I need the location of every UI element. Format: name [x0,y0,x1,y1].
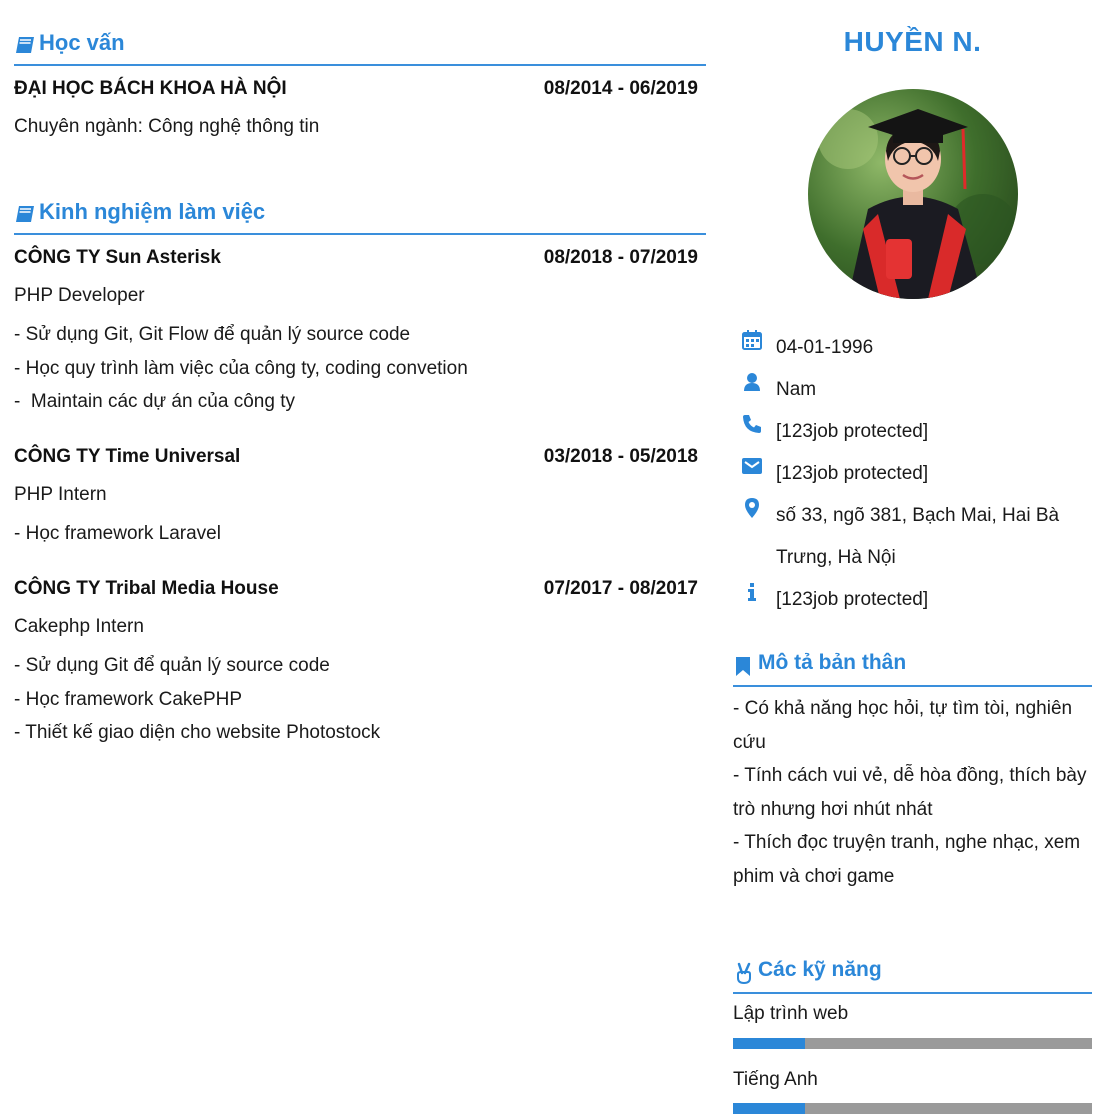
email-value: [123job protected] [776,463,929,484]
education-major: Chuyên ngành: Công nghệ thông tin [14,116,320,137]
phone-value: [123job protected] [776,421,929,442]
experience-header [14,193,706,235]
school-name: ĐẠI HỌC BÁCH KHOA HÀ NỘI [14,78,287,99]
job-detail: - Học quy trình làm việc của công ty, coding convetion [14,358,468,379]
job-dates: 08/2018 - 07/2019 [543,247,698,268]
about-header [733,645,1092,687]
job-dates: 03/2018 - 05/2018 [543,446,698,467]
book-icon [14,34,36,56]
calendar-icon [741,329,763,351]
birthday-value: 04-01-1996 [776,337,874,358]
candidate-name: HUYỀN N. [843,26,982,57]
skill-bar-fill [733,1038,805,1049]
info-icon [741,581,763,603]
victory-hand-icon [733,962,755,984]
skill-bar [733,1038,1092,1049]
about-text: - Có khả năng học hỏi, tự tìm tòi, nghiên cứu - Tính cách vui vẻ, dễ hòa đồng, thích bày trò nhưng hơi nhút nhát - Thích đọc truyện tranh, nghe nhạc, xem phim và chơi game [733,698,1087,887]
job-role: PHP Intern [14,484,107,505]
bookmark-icon [733,655,755,677]
gender-value: Nam [776,379,817,400]
user-icon [741,371,763,393]
job-detail: - Thiết kế giao diện cho website Photostock [14,722,381,743]
address-value: số 33, ngõ 381, Bạch Mai, Hai Bà Trưng, Hà Nội [776,505,1060,568]
job-company: CÔNG TY Time Universal [14,446,241,467]
avatar [808,89,1018,299]
job-detail: - Sử dụng Git, Git Flow để quản lý source code [14,324,411,345]
job-detail: - Maintain các dự án của công ty [14,391,295,412]
job-dates: 07/2017 - 08/2017 [543,578,698,599]
job-detail: - Học framework CakePHP [14,689,243,710]
job-detail: - Học framework Laravel [14,523,221,544]
job-role: PHP Developer [14,285,145,306]
phone-icon [741,413,763,435]
education-dates: 08/2014 - 06/2019 [543,78,698,99]
envelope-icon [741,455,763,477]
job-detail: - Sử dụng Git để quản lý source code [14,655,330,676]
skills-title: Các kỹ năng [758,958,882,981]
experience-title: Kinh nghiệm làm việc [39,199,266,224]
education-header [14,24,706,66]
job-role: Cakephp Intern [14,616,144,637]
job-company: CÔNG TY Sun Asterisk [14,247,221,268]
skill-name: Lập trình web [733,1003,849,1024]
book-icon [14,203,36,225]
skill-bar-fill [733,1103,805,1114]
about-title: Mô tả bản thân [758,651,907,674]
skill-name: Tiếng Anh [733,1069,818,1090]
skills-header [733,952,1092,994]
education-title: Học vấn [39,30,125,55]
other-info-value: [123job protected] [776,589,929,610]
skill-bar [733,1103,1092,1114]
job-company: CÔNG TY Tribal Media House [14,578,279,599]
map-marker-icon [741,497,763,519]
